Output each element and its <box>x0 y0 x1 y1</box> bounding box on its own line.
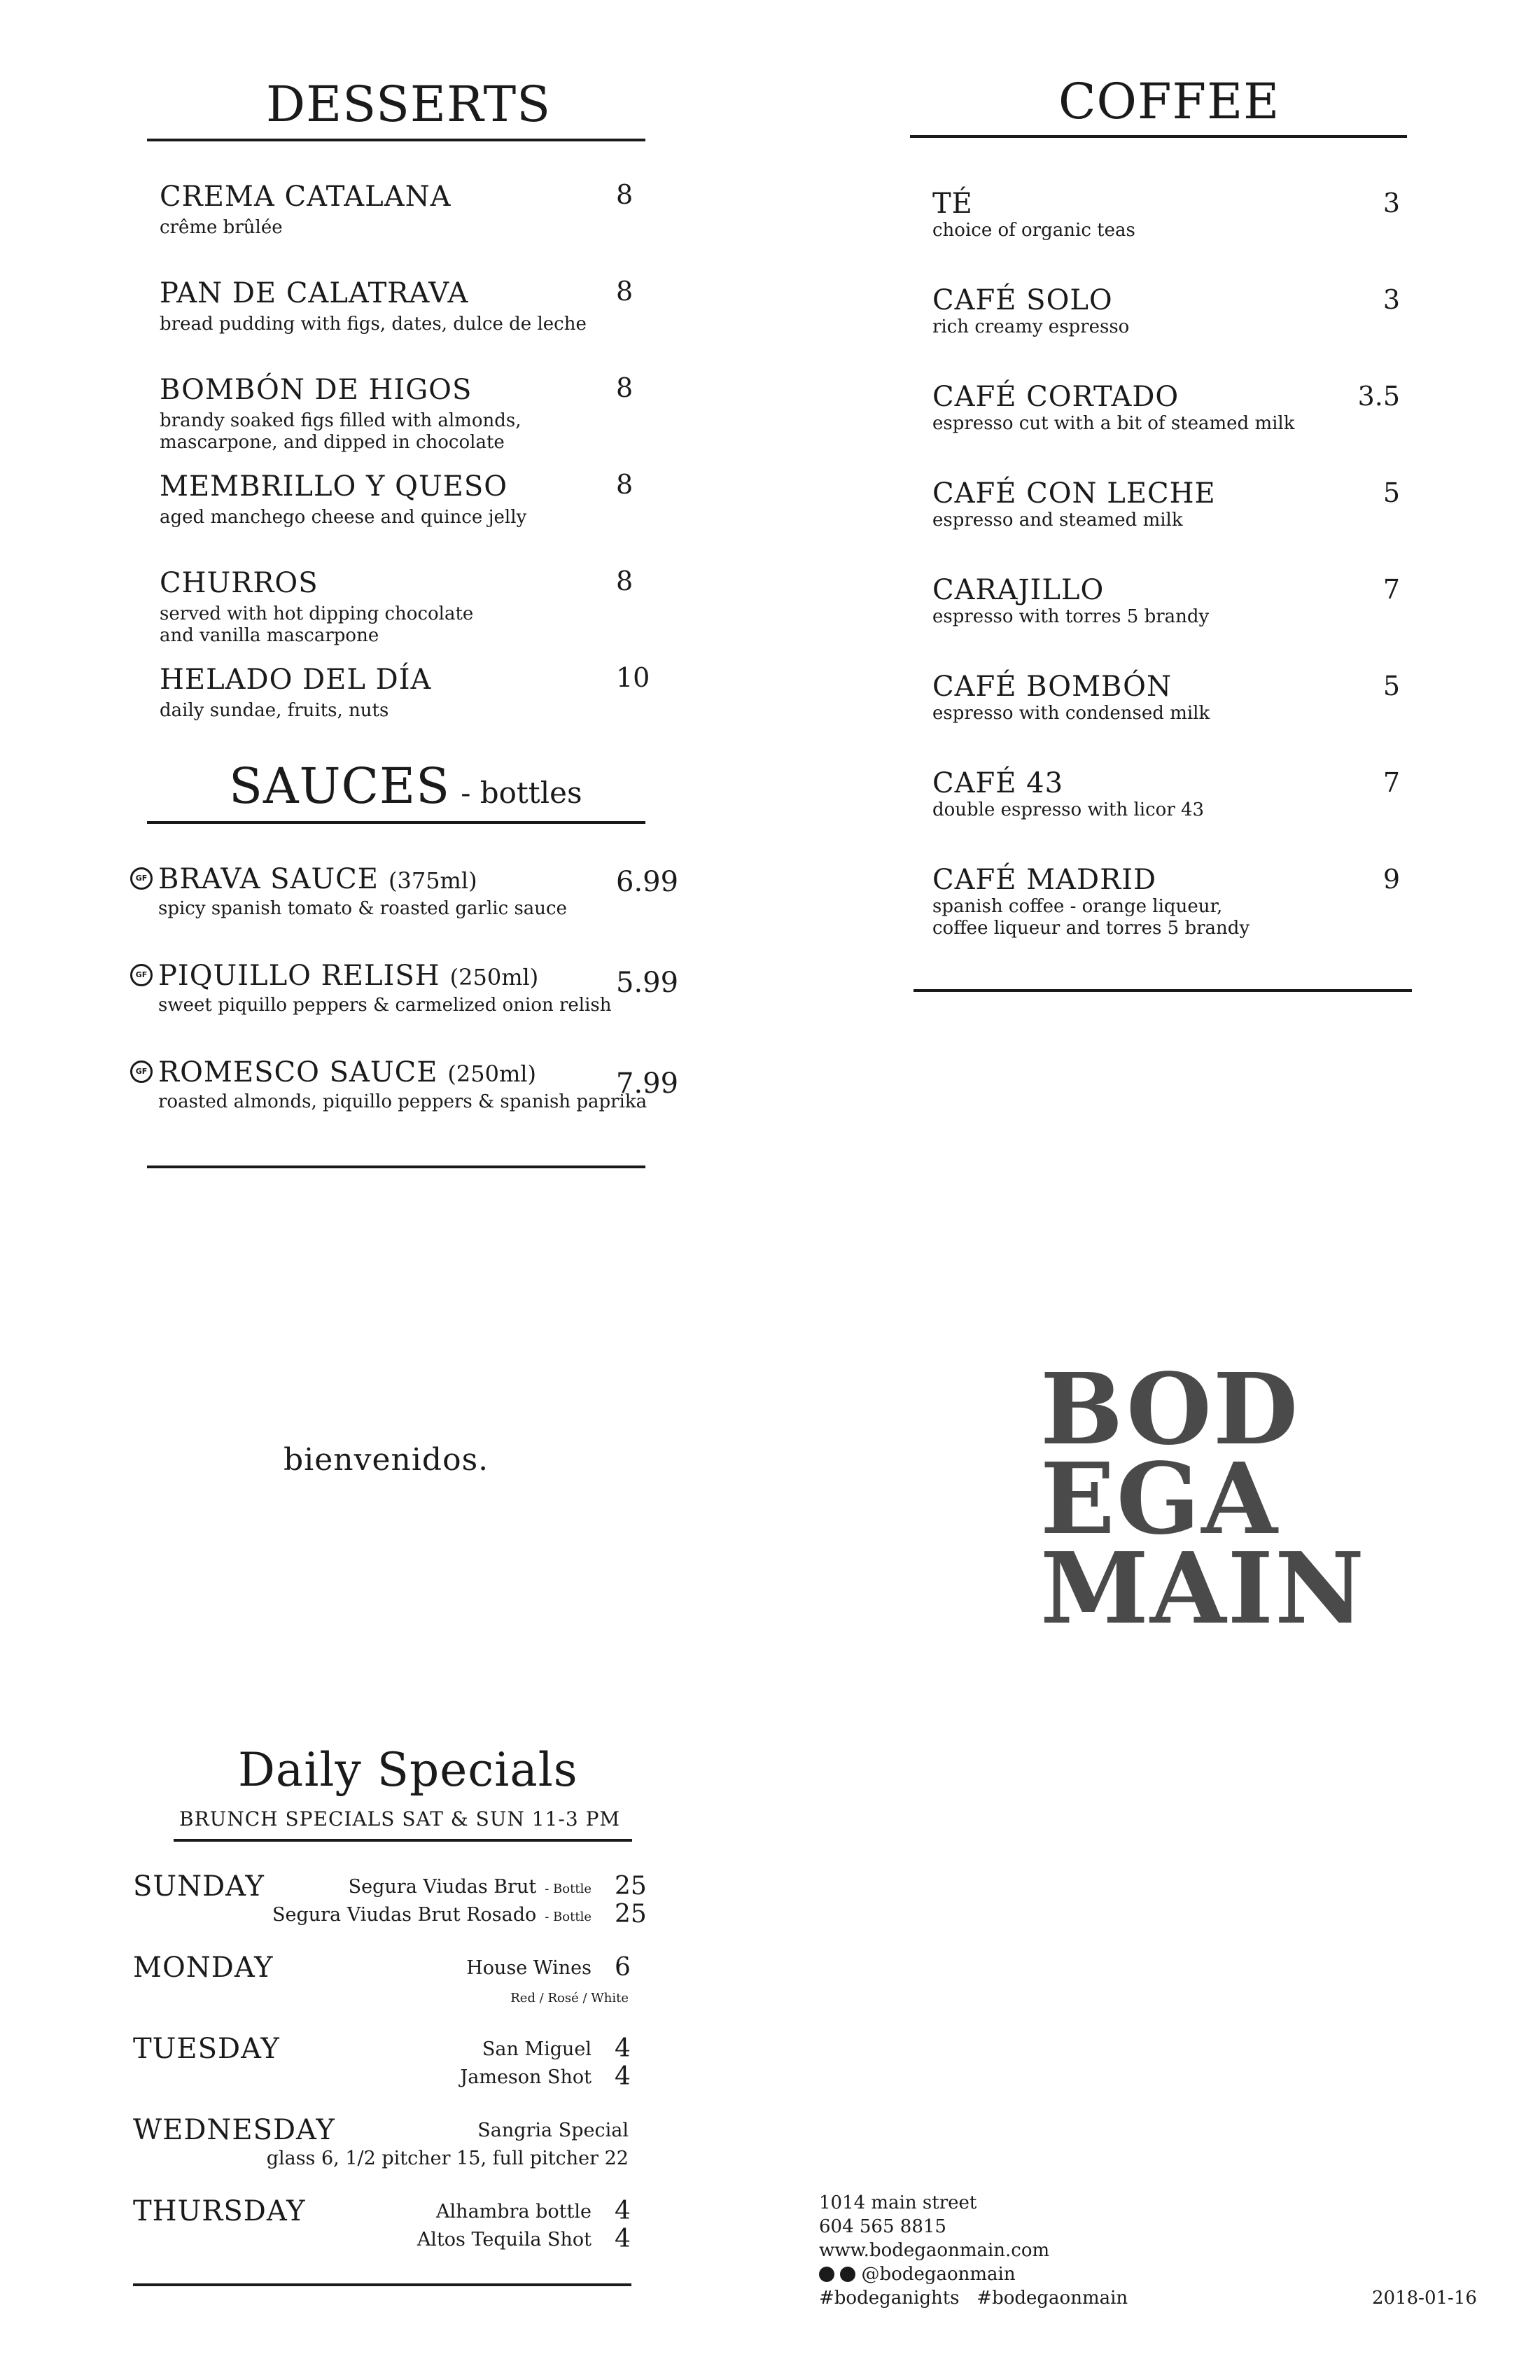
special-price: 4 <box>615 2225 631 2253</box>
special-price: 4 <box>615 2062 631 2091</box>
special-day: MONDAY <box>133 1952 274 1984</box>
special-item-note: Red / Rosé / White <box>510 1991 629 2005</box>
special-price: 25 <box>615 1900 647 1928</box>
special-item-text: House Wines <box>466 1957 592 1979</box>
sauce-price: 6.99 <box>616 866 679 898</box>
coffee-description: espresso cut with a bit of steamed milk <box>932 413 1295 434</box>
sauce-description: spicy spanish tomato & roasted garlic sauce <box>158 898 567 919</box>
logo-line-1: BOD <box>1040 1352 1300 1467</box>
sauce-name: ROMESCO SAUCE <box>158 1056 438 1088</box>
special-day: SUNDAY <box>133 1870 265 1903</box>
sauce-name: BRAVA SAUCE <box>158 863 379 895</box>
logo-line-2: EGA <box>1040 1442 1279 1557</box>
coffee-name: CAFÉ MADRID <box>932 864 1157 896</box>
welcome-text: bienvenidos. <box>284 1442 489 1478</box>
special-item-text: Segura Viudas Brut <box>348 1876 537 1898</box>
dessert-description: mascarpone, and dipped in chocolate <box>160 432 505 453</box>
sauce-price: 5.99 <box>616 967 679 999</box>
sauce-name-row <box>158 1056 536 1088</box>
special-item <box>349 1876 592 1898</box>
special-item <box>417 2229 592 2250</box>
desserts-title: DESSERTS <box>266 76 552 133</box>
twitter-icon[interactable] <box>840 2267 855 2282</box>
dessert-description: daily sundae, fruits, nuts <box>160 700 389 721</box>
coffee-name: CAFÉ CON LECHE <box>932 477 1216 510</box>
phone: 604 565 8815 <box>819 2216 946 2237</box>
dessert-description: served with hot dipping chocolate <box>160 603 474 624</box>
coffee-description: espresso and steamed milk <box>932 510 1183 531</box>
coffee-price: 3 <box>1382 188 1400 218</box>
address: 1014 main street <box>819 2192 977 2213</box>
special-item <box>502 1985 629 2007</box>
special-item <box>272 1904 592 1926</box>
coffee-title: COFFEE <box>1058 73 1280 130</box>
coffee-description: coffee liqueur and torres 5 brandy <box>932 918 1250 939</box>
special-item-note: - Bottle <box>545 1882 592 1896</box>
sauces-title: SAUCES <box>229 757 451 815</box>
coffee-description: espresso with torres 5 brandy <box>932 606 1210 627</box>
coffee-bottom-rule <box>913 989 1412 992</box>
dessert-name: CREMA CATALANA <box>160 181 451 213</box>
coffee-price: 7 <box>1382 767 1400 798</box>
specials-bottom-rule <box>133 2283 631 2286</box>
specials-title: Daily Specials <box>238 1743 578 1797</box>
special-item-text: San Miguel <box>482 2038 592 2060</box>
sauce-price: 7.99 <box>616 1068 679 1100</box>
special-item-note: - Bottle <box>545 1910 592 1924</box>
sauces-header <box>229 757 582 815</box>
specials-subtitle: BRUNCH SPECIALS SAT & SUN 11-3 PM <box>179 1807 621 1830</box>
special-item-text: Altos Tequila Shot <box>416 2229 592 2250</box>
special-day: TUESDAY <box>133 2033 280 2065</box>
sauce-description: roasted almonds, piquillo peppers & spanish paprika <box>158 1091 648 1112</box>
dessert-description: crême brûlée <box>160 217 283 238</box>
website-link[interactable]: www.bodegaonmain.com <box>819 2240 1050 2261</box>
dessert-description: and vanilla mascarpone <box>160 625 379 646</box>
sauce-size: (250ml) <box>449 964 539 990</box>
coffee-name: CARAJILLO <box>932 574 1105 606</box>
coffee-price: 3.5 <box>1357 381 1400 412</box>
sauce-name-row <box>158 960 538 992</box>
dessert-price: 8 <box>616 566 634 596</box>
specials-rule <box>174 1839 632 1842</box>
coffee-name: CAFÉ CORTADO <box>932 381 1180 413</box>
dessert-description: bread pudding with figs, dates, dulce de leche <box>160 314 587 335</box>
special-item-text: glass 6, 1/2 pitcher 15, full pitcher 22 <box>266 2148 629 2169</box>
special-day: THURSDAY <box>133 2195 306 2227</box>
special-item <box>482 2038 592 2060</box>
sauces-bottom-rule <box>147 1166 645 1168</box>
dessert-name: PAN DE CALATRAVA <box>160 277 469 309</box>
dessert-name: BOMBÓN DE HIGOS <box>160 374 472 406</box>
gluten-free-icon: GF <box>130 964 153 986</box>
coffee-name: CAFÉ SOLO <box>932 284 1113 316</box>
social-row <box>819 2262 1128 2286</box>
special-item <box>477 2120 629 2141</box>
instagram-icon[interactable] <box>819 2267 834 2282</box>
special-price: 6 <box>615 1953 631 1982</box>
coffee-description: rich creamy espresso <box>932 316 1130 337</box>
special-price: 4 <box>615 2034 631 2063</box>
coffee-description: espresso with condensed milk <box>932 703 1210 724</box>
dessert-price: 8 <box>616 179 634 210</box>
special-price: 4 <box>615 2197 631 2225</box>
desserts-rule <box>147 139 645 141</box>
sauce-size: (250ml) <box>447 1060 537 1087</box>
coffee-price: 7 <box>1382 574 1400 605</box>
coffee-description: spanish coffee - orange liqueur, <box>932 896 1223 917</box>
sauce-size: (375ml) <box>388 867 477 894</box>
sauce-name: PIQUILLO RELISH <box>158 960 440 992</box>
special-item-text: Jameson Shot <box>460 2066 592 2088</box>
coffee-price: 3 <box>1382 284 1400 315</box>
dessert-price: 8 <box>616 276 634 307</box>
special-item-text: Sangria Special <box>477 2120 629 2141</box>
coffee-price: 5 <box>1382 477 1400 508</box>
dessert-name: HELADO DEL DÍA <box>160 664 432 696</box>
special-item <box>267 2148 629 2169</box>
logo-line-3: MAIN <box>1040 1532 1366 1646</box>
dessert-price: 8 <box>616 372 634 403</box>
coffee-name: TÉ <box>932 188 973 220</box>
gluten-free-icon: GF <box>130 1060 153 1083</box>
coffee-rule <box>910 135 1407 138</box>
sauces-rule <box>147 821 645 824</box>
coffee-name: CAFÉ BOMBÓN <box>932 671 1172 703</box>
gluten-free-icon: GF <box>130 867 153 890</box>
special-item-text: Alhambra bottle <box>436 2201 592 2222</box>
dessert-description: brandy soaked figs filled with almonds, <box>160 410 522 431</box>
sauces-subtitle: - bottles <box>461 776 582 810</box>
dessert-name: MEMBRILLO Y QUESO <box>160 470 508 503</box>
sauce-name-row <box>158 863 477 895</box>
dessert-price: 8 <box>616 469 634 500</box>
dessert-description: aged manchego cheese and quince jelly <box>160 507 527 528</box>
dessert-name: CHURROS <box>160 567 318 599</box>
sauce-description: sweet piquillo peppers & carmelized onion relish <box>158 995 612 1016</box>
coffee-price: 9 <box>1382 864 1400 895</box>
logo <box>1040 1352 1366 1646</box>
social-handle[interactable]: @bodegaonmain <box>861 2264 1016 2285</box>
coffee-price: 5 <box>1382 671 1400 701</box>
contact-block <box>819 2191 1128 2310</box>
special-item <box>460 2066 592 2088</box>
dessert-price: 10 <box>616 662 650 693</box>
hashtags: #bodeganights #bodegaonmain <box>819 2288 1128 2309</box>
special-item-text: Segura Viudas Brut Rosado <box>272 1904 537 1926</box>
coffee-name: CAFÉ 43 <box>932 767 1064 799</box>
coffee-description: double espresso with licor 43 <box>932 799 1205 820</box>
special-item <box>436 2201 592 2222</box>
coffee-description: choice of organic teas <box>932 220 1135 241</box>
special-price: 25 <box>615 1872 647 1900</box>
menu-date: 2018-01-16 <box>1372 2288 1477 2309</box>
special-day: WEDNESDAY <box>133 2114 335 2146</box>
special-item <box>466 1957 592 1979</box>
